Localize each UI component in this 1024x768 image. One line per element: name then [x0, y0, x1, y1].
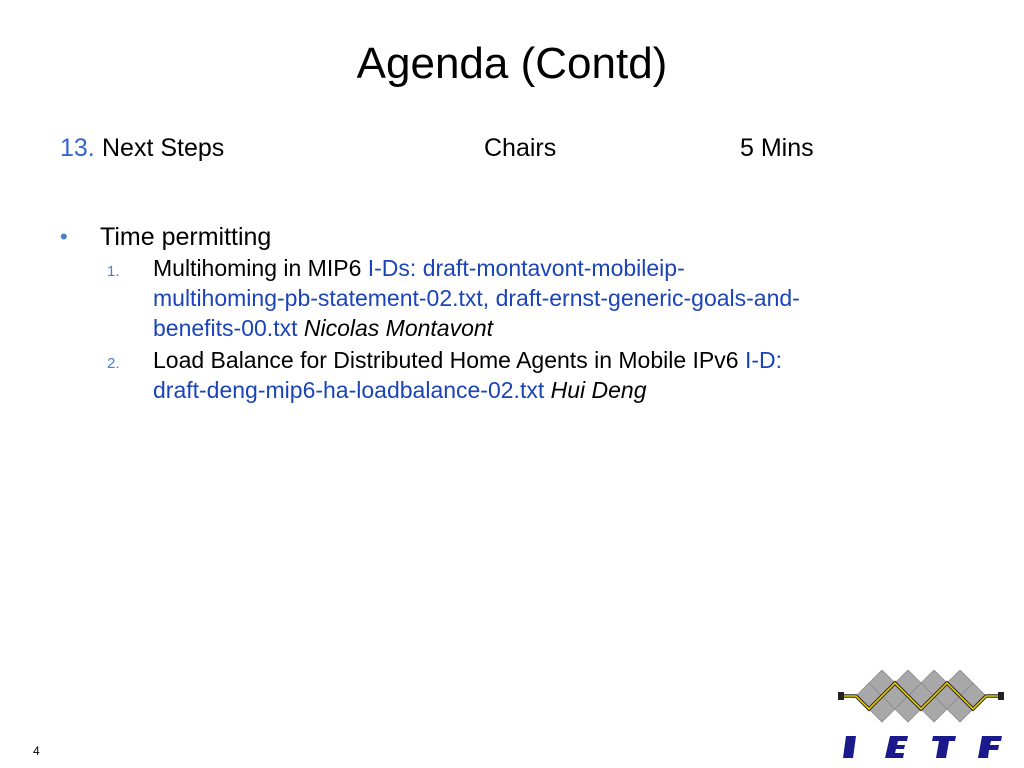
sub-item-line	[153, 313, 963, 343]
agenda-duration: 5 Mins	[740, 134, 814, 162]
ietf-letters	[843, 736, 1002, 758]
sub-item-number: 1.	[107, 263, 120, 280]
draft-link[interactable]: benefits-00.txt	[153, 315, 298, 341]
agenda-number: 13.	[60, 134, 95, 162]
draft-link[interactable]: I-D:	[744, 347, 782, 373]
page-number: 4	[33, 744, 40, 758]
draft-link[interactable]: I-Ds: draft-montavont-mobileip-	[367, 255, 685, 281]
agenda-presenter: Chairs	[484, 134, 557, 162]
sub-item-number: 2.	[107, 355, 120, 372]
bullet-icon: •	[60, 224, 68, 249]
draft-link[interactable]: multihoming-pb-statement-02.txt, draft-ernst-generic-goals-and-	[153, 285, 800, 311]
item-title: Load Balance for Distributed Home Agents in Mobile IPv6	[153, 347, 745, 373]
bullet-text: Time permitting	[100, 223, 272, 251]
item-title: Multihoming in MIP6	[153, 255, 368, 281]
sub-item-line	[153, 375, 963, 405]
draft-link[interactable]: draft-deng-mip6-ha-loadbalance-02.txt	[153, 377, 545, 403]
agenda-topic: Next Steps	[102, 134, 225, 162]
sub-item-line	[153, 253, 963, 283]
slide-title: Agenda (Contd)	[356, 39, 668, 88]
sub-item-text	[153, 253, 963, 343]
sub-item-text	[153, 345, 963, 405]
author-name: Nicolas Montavont	[303, 315, 494, 341]
ietf-logo	[836, 670, 1006, 760]
author-name: Hui Deng	[550, 377, 647, 403]
sub-item-line	[153, 283, 963, 313]
sub-item-line	[153, 345, 963, 375]
